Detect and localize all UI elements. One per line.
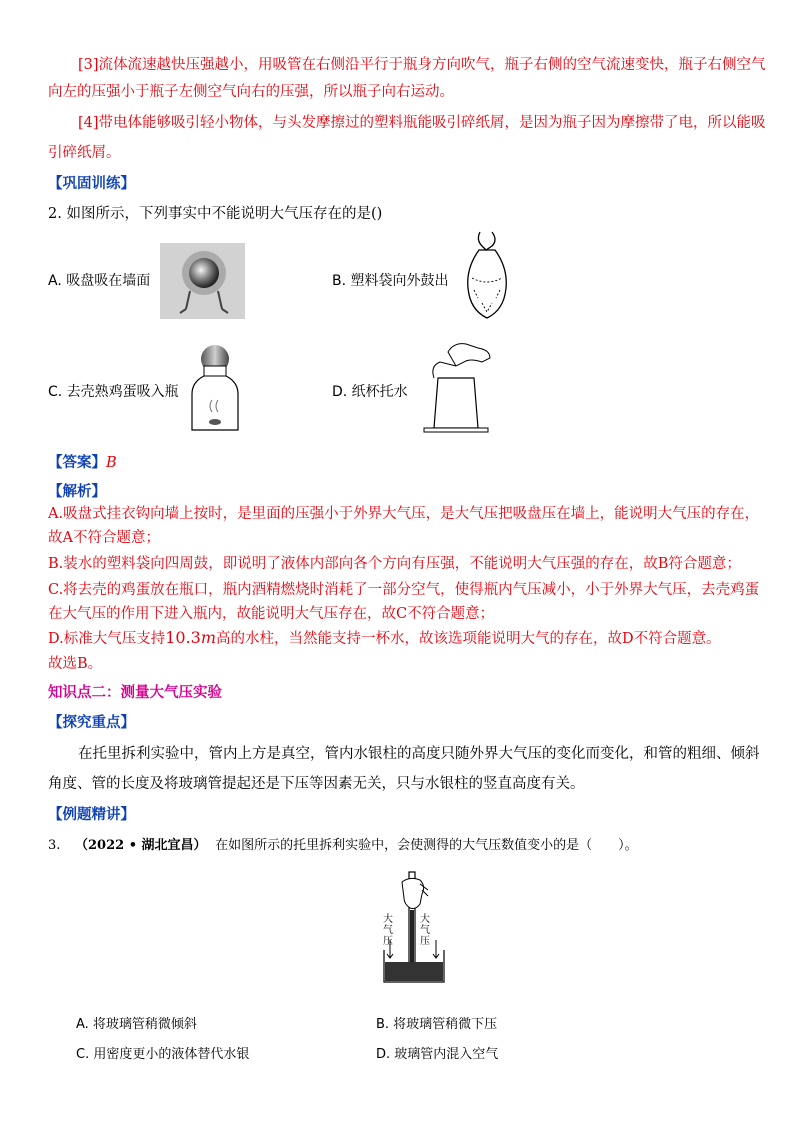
q2-option-a: A. 吸盘吸在墙面: [48, 273, 151, 289]
question-2-stem: 2. 如图所示，下列事实中不能说明大气压存在的是(): [48, 206, 383, 222]
plastic-bag-image: [462, 228, 512, 323]
question-3-number: 3.: [48, 838, 61, 853]
paper-cup-image: [420, 340, 492, 436]
figure-label-left: 大气压: [383, 914, 393, 947]
analysis-a-line-2: 故A不符合题意；: [48, 530, 160, 546]
q2-option-b: B. 塑料袋向外鼓出: [332, 273, 449, 289]
q2-option-d: D. 纸杯托水: [332, 384, 408, 400]
figure-label-right: 大气压: [420, 914, 430, 947]
analysis-line-3b: 向左的压强小于瓶子左侧空气向右的压强，所以瓶子向右运动。: [48, 84, 454, 100]
question-3-source: （2022 • 湖北宜昌）: [75, 838, 207, 853]
q2-option-c: C. 去壳熟鸡蛋吸入瓶: [48, 384, 179, 400]
analysis-c-line-2: 在大气压的作用下进入瓶内，故能说明大气压存在，故C不符合题意；: [48, 606, 495, 622]
q3-option-a: A. 将玻璃管稍微倾斜: [76, 1017, 197, 1032]
analysis-c-line-1: C.将去壳的鸡蛋放在瓶口，瓶内酒精燃烧时消耗了一部分空气，使得瓶内气压减小，小于外界大气压，去壳鸡蛋: [48, 582, 760, 598]
question-3-stem: 在如图所示的托里拆利实验中，会使测得的大气压数值变小的是（ ）。: [215, 838, 638, 853]
analysis-d-number: 10.3: [165, 628, 201, 647]
analysis-label: 【解析】: [48, 483, 106, 500]
answer-value: B: [106, 455, 117, 471]
analysis-conclusion: 故选B。: [48, 656, 103, 672]
analysis-d-unit: m: [200, 628, 217, 647]
knowledge-point-heading: 知识点二：测量大气压实验: [48, 684, 222, 701]
section-heading-liti: 【例题精讲】: [48, 806, 135, 823]
answer-line: [48, 451, 117, 472]
suction-cup-image: [160, 243, 245, 319]
analysis-b-line-1: B.装水的塑料袋向四周鼓，即说明了液体内部向各个方向有压强，不能说明大气压强的存在，故B符合题意；: [48, 556, 741, 572]
q3-option-b: B. 将玻璃管稍微下压: [376, 1017, 498, 1032]
egg-bottle-image: [188, 342, 243, 437]
analysis-d-pre: D.标准大气压支持: [48, 631, 166, 647]
analysis-line-4a: [4]带电体能够吸引轻小物体，与头发摩擦过的塑料瓶能吸引碎纸屑，是因为瓶子因为摩擦带了电，所以能吸: [78, 115, 766, 131]
q3-option-d: D. 玻璃管内混入空气: [376, 1047, 499, 1062]
answer-label: 【答案】: [48, 454, 106, 471]
analysis-d-post: 高的水柱，当然能支持一杯水，故该选项能说明大气的存在，故D不符合题意。: [216, 631, 721, 647]
analysis-a-line-1: A.吸盘式挂衣钩向墙上按时，是里面的压强小于外界大气压，是大气压把吸盘压在墙上，能说明大气压的存在，: [48, 506, 760, 522]
section-heading-gonggu: 【巩固训练】: [48, 175, 135, 192]
analysis-line-4b: 引碎纸屑。: [48, 145, 121, 161]
q3-option-c: C. 用密度更小的液体替代水银: [76, 1047, 250, 1062]
question-3-stem-line: [48, 834, 638, 853]
section-heading-tanjiu: 【探究重点】: [48, 714, 135, 731]
tanjiu-line-2: 角度、管的长度及将玻璃管提起还是下压等因素无关，只与水银柱的竖直高度有关。: [48, 776, 585, 792]
analysis-line-3a: [3]流体流速越快压强越小，用吸管在右侧沿平行于瓶身方向吹气，瓶子右侧的空气流速变快，瓶子右侧空气: [78, 57, 766, 73]
tanjiu-line-1: 在托里拆利实验中，管内上方是真空，管内水银柱的高度只随外界大气压的变化而变化，和管的粗细、倾斜: [78, 746, 760, 762]
analysis-d-line-1: [48, 627, 721, 648]
